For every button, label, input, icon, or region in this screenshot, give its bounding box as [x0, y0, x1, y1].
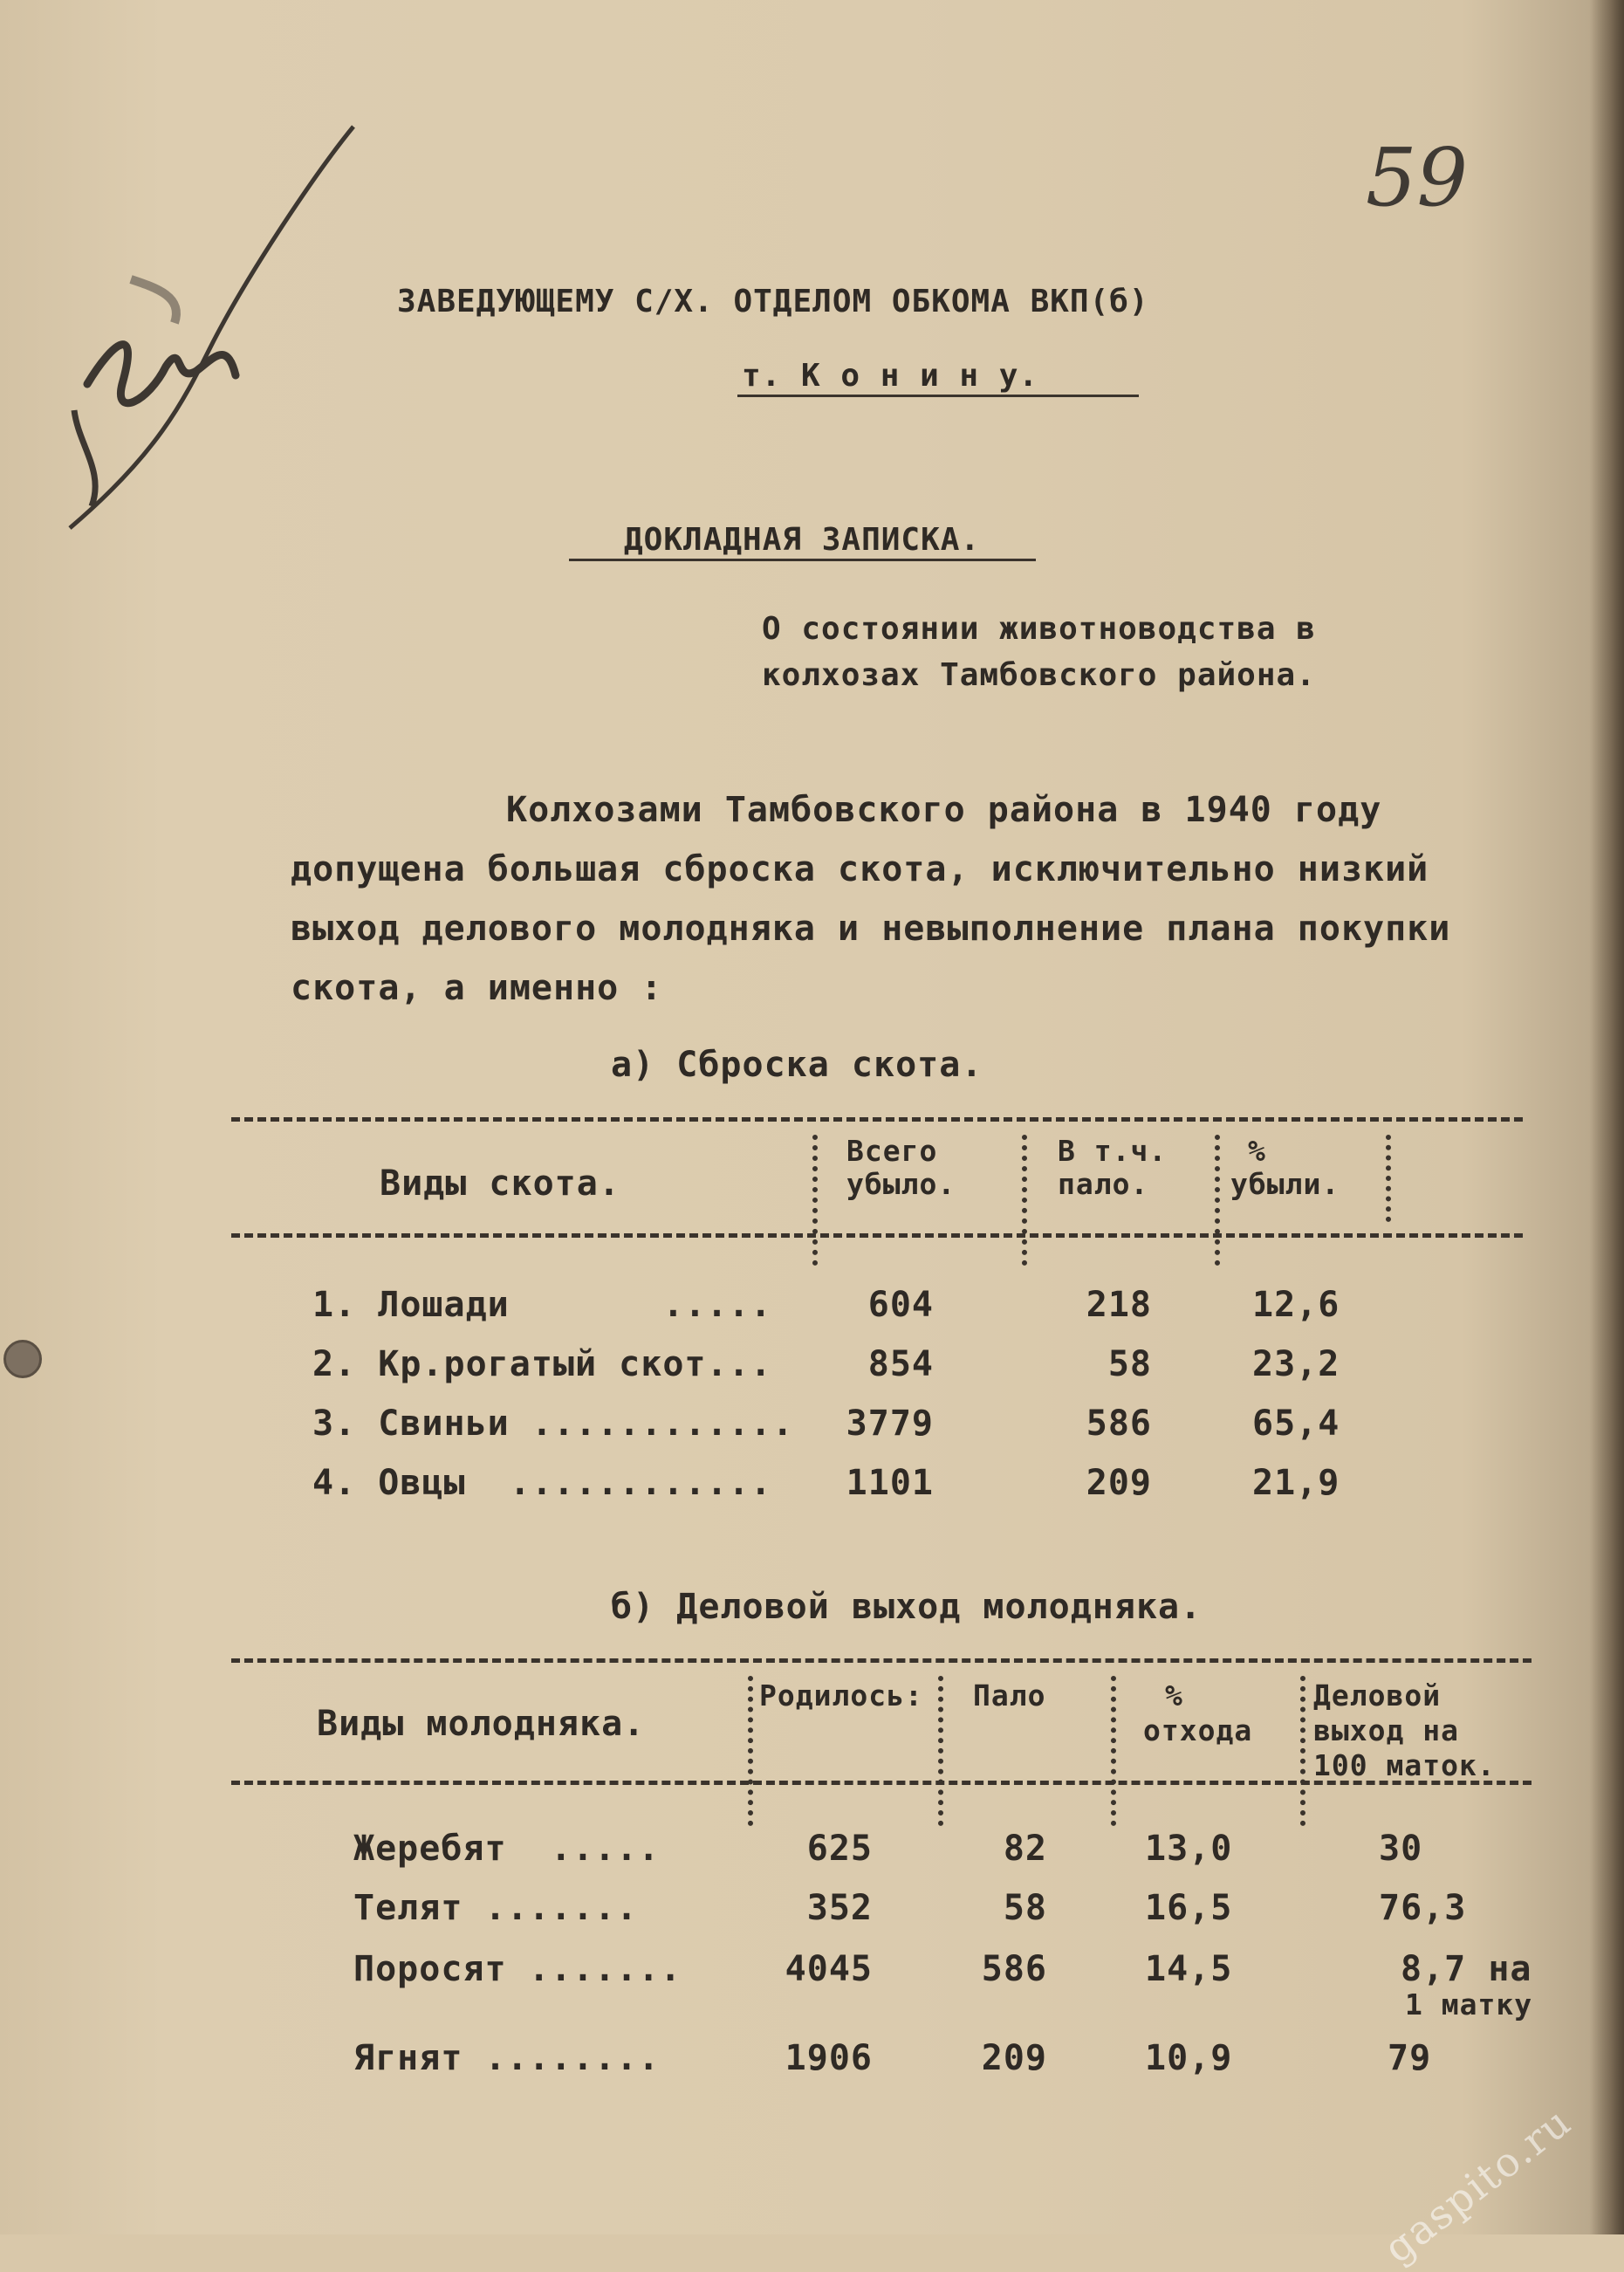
- table-a-cell-died: 58: [1107, 1344, 1152, 1384]
- table-b-cell-pct: 10,9: [1145, 2038, 1233, 2078]
- table-b-cell-died: 586: [981, 1949, 1047, 1989]
- addressee-underline: [737, 395, 1139, 397]
- page-edge-shadow: [1589, 0, 1624, 2234]
- table-a-header-kind: Виды скота.: [380, 1163, 620, 1204]
- table-b-cell-died: 209: [981, 2038, 1047, 2078]
- table-a-cell-pct: 23,2: [1252, 1344, 1340, 1384]
- title-underline: [569, 559, 1036, 561]
- table-b-header-yield-1: Деловой: [1313, 1678, 1442, 1713]
- table-a-top-rule: [231, 1117, 1523, 1122]
- table-a-cell-total: 854: [867, 1344, 934, 1384]
- punch-hole: [3, 1340, 42, 1378]
- table-a-cell-pct: 12,6: [1252, 1285, 1340, 1325]
- table-b-header-yield-3: 100 маток.: [1313, 1748, 1496, 1782]
- table-a-header-pct-1: %: [1248, 1134, 1266, 1168]
- table-a-divider-4: [1386, 1135, 1391, 1222]
- document-title: ДОКЛАДНАЯ ЗАПИСКА.: [624, 522, 981, 558]
- table-a-header-total-2: убыло.: [846, 1167, 956, 1201]
- page-number: 59: [1366, 131, 1469, 224]
- subject-line-1: О состоянии животноводства в: [762, 611, 1316, 647]
- table-a-cell-died: 209: [1086, 1463, 1152, 1503]
- table-a-divider-2: [1022, 1135, 1027, 1266]
- table-b-header-died: Пало: [973, 1678, 1046, 1713]
- table-b-divider-4: [1300, 1676, 1305, 1826]
- table-a-header-died-2: пало.: [1058, 1167, 1149, 1201]
- table-b-header-pct-1: %: [1165, 1678, 1183, 1713]
- table-b-row-label: Жеребят .....: [353, 1829, 661, 1869]
- table-a-cell-died: 218: [1086, 1285, 1152, 1325]
- table-b-cell-born: 625: [806, 1829, 873, 1869]
- table-a-cell-died: 586: [1086, 1404, 1152, 1444]
- table-a-row-label: 1. Лошади .....: [312, 1285, 772, 1325]
- table-b-cell-died: 82: [1003, 1829, 1047, 1869]
- table-b-cell-pct: 14,5: [1145, 1949, 1233, 1989]
- table-b-cell-pct: 13,0: [1145, 1829, 1233, 1869]
- table-b-header-yield-2: выход на: [1313, 1713, 1459, 1747]
- table-a-title: а) Сброска скота.: [611, 1045, 983, 1085]
- table-a-row-label: 4. Овцы ............: [312, 1463, 772, 1503]
- table-b-cell-died: 58: [1003, 1888, 1047, 1928]
- table-a-row-label: 3. Свиньи ............: [312, 1404, 794, 1444]
- table-a-header-died-1: В т.ч.: [1058, 1134, 1168, 1168]
- table-a-header-total-1: Всего: [846, 1134, 938, 1168]
- table-b-divider-1: [748, 1676, 753, 1826]
- subject-line-2: колхозах Тамбовского района.: [762, 657, 1316, 693]
- table-b-cell-born: 1906: [785, 2038, 873, 2078]
- table-b-cell-yield: 76,3: [1379, 1888, 1467, 1928]
- table-b-header-kind: Виды молодняка.: [317, 1704, 646, 1744]
- table-b-cell-yield: 8,7 на: [1401, 1949, 1532, 1989]
- table-b-cell-pct: 16,5: [1145, 1888, 1233, 1928]
- intro-line-4: скота, а именно :: [291, 968, 663, 1008]
- intro-line-3: выход делового молодняка и невыполнение плана покупки: [291, 909, 1451, 949]
- table-b-cell-born: 4045: [785, 1949, 873, 1989]
- table-a-cell-total: 3779: [846, 1404, 934, 1444]
- table-b-title: б) Деловой выход молодняка.: [611, 1587, 1203, 1627]
- addressee-line-1: ЗАВЕДУЮЩЕМУ С/Х. ОТДЕЛОМ ОБКОМА ВКП(б): [397, 284, 1149, 319]
- table-b-cell-born: 352: [806, 1888, 873, 1928]
- addressee-name: т. К о н и н у.: [742, 358, 1039, 394]
- watermark: gaspito.ru: [1374, 2097, 1580, 2272]
- table-b-header-pct-2: отхода: [1143, 1713, 1253, 1747]
- table-b-top-rule: [231, 1658, 1531, 1663]
- handwritten-signature: [52, 122, 367, 541]
- table-a-cell-pct: 21,9: [1252, 1463, 1340, 1503]
- table-b-row-label: Телят .......: [353, 1888, 639, 1928]
- table-b-row-label: Ягнят ........: [353, 2038, 661, 2078]
- table-b-cell-yield: 79: [1388, 2038, 1432, 2078]
- table-a-cell-pct: 65,4: [1252, 1404, 1340, 1444]
- table-b-divider-3: [1111, 1676, 1116, 1826]
- table-a-divider-1: [812, 1135, 818, 1266]
- table-b-row-label: Поросят .......: [353, 1949, 682, 1989]
- table-a-cell-total: 1101: [846, 1463, 934, 1503]
- table-a-cell-total: 604: [867, 1285, 934, 1325]
- table-b-cell-yield-note: 1 матку: [1405, 1987, 1533, 2021]
- table-a-header-rule: [231, 1233, 1523, 1238]
- table-a-row-label: 2. Кр.рогатый скот...: [312, 1344, 772, 1384]
- intro-line-1: Колхозами Тамбовского района в 1940 году: [506, 790, 1382, 830]
- table-b-cell-yield: 30: [1379, 1829, 1423, 1869]
- table-a-header-pct-2: убыли.: [1230, 1167, 1340, 1201]
- table-b-header-born: Родилось:: [759, 1678, 923, 1713]
- intro-line-2: допущена большая сброска скота, исключительно низкий: [291, 849, 1429, 889]
- table-a-divider-3: [1215, 1135, 1220, 1266]
- table-b-divider-2: [938, 1676, 943, 1826]
